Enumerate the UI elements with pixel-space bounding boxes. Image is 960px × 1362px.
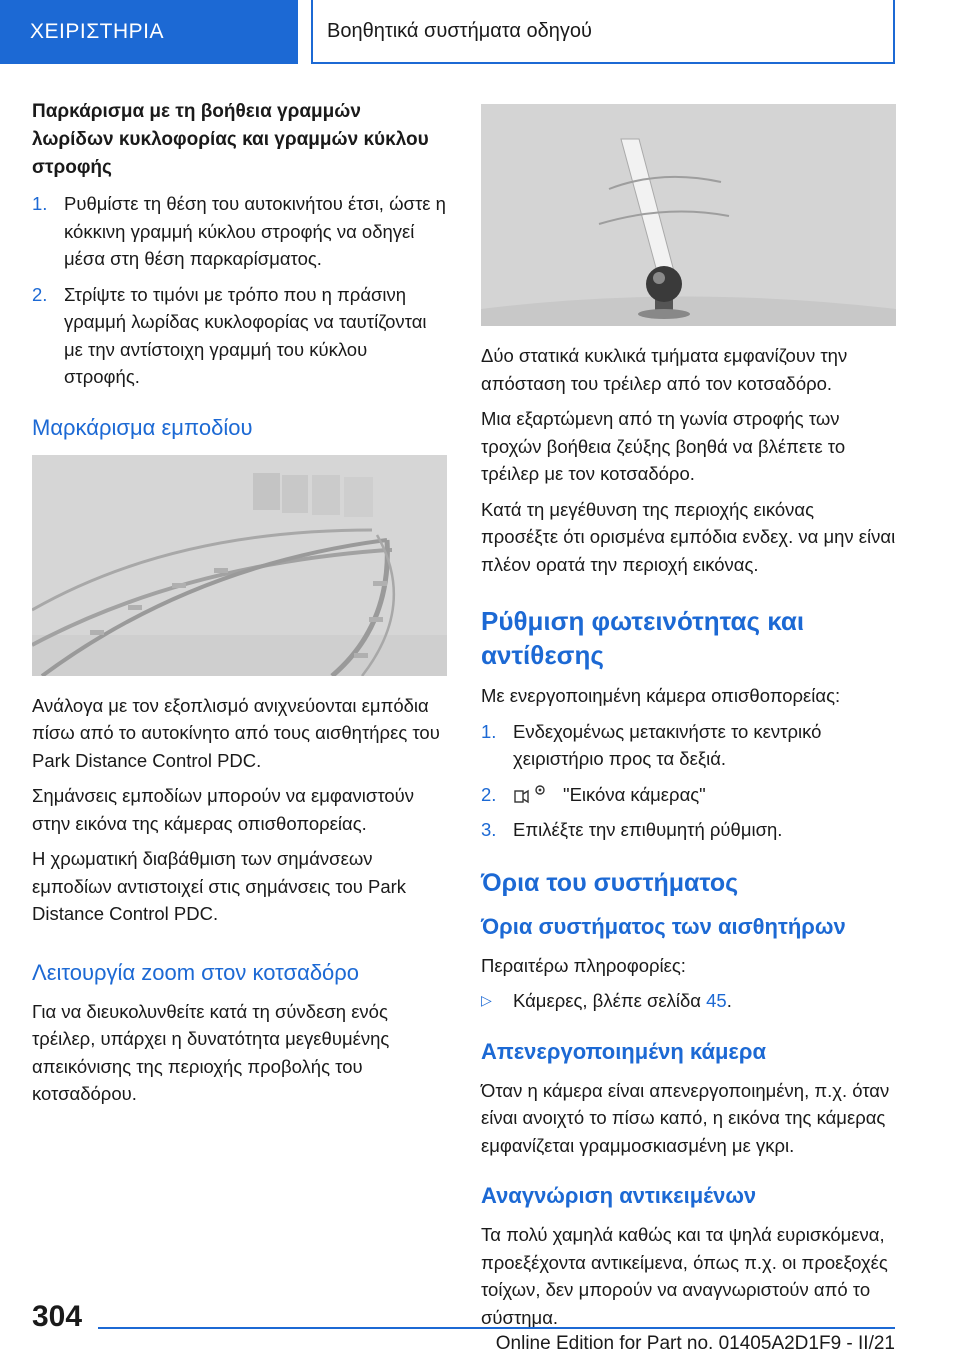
brightness-steps xyxy=(481,718,896,844)
step-content xyxy=(513,781,706,809)
left-column xyxy=(32,98,447,1116)
footer-edition: Online Edition for Part no. 01405A2D1F9 - II/21 xyxy=(495,1333,895,1354)
step-text: Στρίψτε το τιμόνι με τρόπο που η πράσινη γραμμή λωρίδας κυκλοφορίας να ταυτίζονται με την αντίστοιχη γραμμή του κύκλου στροφής. xyxy=(64,283,427,387)
parking-steps xyxy=(32,190,447,391)
bullet-text: Κάμερες, βλέπε σελίδα xyxy=(513,990,707,1011)
step-number: 1. xyxy=(481,720,497,742)
camera-settings-icon xyxy=(513,782,551,806)
bullet-end: . xyxy=(726,990,732,1011)
list-item xyxy=(481,718,896,773)
parking-lines-subheading: Παρκάρισμα με τη βοήθεια γραμμών λωρίδων κυκλοφορίας και γραμμών κύκλου στροφής xyxy=(32,101,429,178)
footer-divider xyxy=(98,1327,895,1329)
chapter-tab xyxy=(311,0,895,64)
obstacle-paragraph-2: Σημάνσεις εμποδίων μπορούν να εμφανιστούν στην εικόνα της κάμερας οπισθοπορείας. xyxy=(32,785,415,834)
brightness-heading: Ρύθμιση φωτεινότητας και αντίθεσης xyxy=(481,606,805,670)
object-detection-heading: Αναγνώριση αντικειμένων xyxy=(481,1183,757,1208)
hitch-zoom-illustration xyxy=(481,104,896,326)
zoom-heading: Λειτουργία zoom στον κοτσαδόρο xyxy=(32,959,360,985)
hitch-paragraph-1: Δύο στατικά κυκλικά τμήματα εμφανίζουν την απόσταση του τρέιλερ από τον κοτσαδόρο. xyxy=(481,345,848,394)
obstacle-paragraph-1: Ανάλογα με τον εξοπλισμό ανιχνεύονται εμπόδια πίσω από το αυτοκίνητο από τους αισθητήρες του Park Distance Control PDC. xyxy=(32,694,440,771)
section-tab xyxy=(0,0,298,64)
trailer-hitch-figure xyxy=(481,104,896,326)
zoom-paragraph: Για να διευκολυνθείτε κατά τη σύνδεση ενός τρέιλερ, υπάρχει η δυνατότητα μεγεθυμένης απεικόνισης της περιοχής προβολής του κοτσαδόρου. xyxy=(32,1000,390,1104)
step-text: "Εικόνα κάμερας" xyxy=(563,783,706,805)
list-item xyxy=(32,281,447,391)
brightness-intro: Με ενεργοποιημένη κάμερα οπισθοπορείας: xyxy=(481,685,841,706)
disabled-camera-paragraph: Όταν η κάμερα είναι απενεργοποιημένη, π.χ. όταν είναι ανοιχτό το πίσω καπό, η εικόνα της κάμερας εμφανίζεται γραμμοσκιασμένη με γκρι. xyxy=(481,1079,890,1156)
system-limits-heading: Όρια του συστήματος xyxy=(481,868,739,897)
page-reference-link[interactable]: 45 xyxy=(706,990,727,1011)
object-detection-paragraph: Τα πολύ χαμηλά καθώς και τα ψηλά ευρισκόμενα, προεξέχοντα αντικείμενα, όπως π.χ. οι προεξοχές τοίχων, δεν μπορούν να αναγνωριστούν από το σύστημα. xyxy=(481,1224,888,1328)
section-title: ΧΕΙΡΙΣΤΗΡΙΑ xyxy=(30,20,165,43)
list-item xyxy=(481,987,896,1015)
list-item xyxy=(481,781,896,809)
list-item xyxy=(32,190,447,273)
step-text: Επιλέξτε την επιθυμητή ρύθμιση. xyxy=(513,819,783,840)
chapter-title: Βοηθητικά συστήματα οδηγού xyxy=(327,19,592,42)
obstacle-paragraph-3: Η χρωματική διαβάθμιση των σημάνσεων εμποδίων αντιστοιχεί στις σημάνσεις του Park Distance Control PDC. xyxy=(32,848,407,924)
obstacle-marking-heading: Μαρκάρισμα εμποδίου xyxy=(32,414,253,440)
page-number: 304 xyxy=(32,1300,83,1333)
bullet-content xyxy=(513,987,732,1015)
sensor-limits-heading: Όρια συστήματος των αισθητήρων xyxy=(481,913,846,939)
triangle-bullet-icon: ▷ xyxy=(481,992,492,1008)
camera-view-illustration xyxy=(32,455,447,676)
list-item xyxy=(481,816,896,844)
step-number: 2. xyxy=(481,783,497,805)
more-info-label: Περαιτέρω πληροφορίες: xyxy=(481,954,686,976)
obstacle-marking-figure xyxy=(32,455,447,676)
step-number: 1. xyxy=(32,193,48,214)
step-number: 2. xyxy=(32,283,48,305)
hitch-paragraph-2: Μια εξαρτώμενη από τη γωνία στροφής των τροχών βοήθεια ζεύξης βοηθά να βλέπετε το τρέιλερ με τον κοτσαδόρο. xyxy=(481,408,846,484)
step-text: Ενδεχομένως μετακινήστε το κεντρικό χειριστήριο προς τα δεξιά. xyxy=(513,720,822,769)
hitch-paragraph-3: Κατά τη μεγέθυνση της περιοχής εικόνας προσέξτε ότι ορισμένα εμπόδια ενδεχ. να μην είναι πλέον ορατά την περιοχή εικόνας. xyxy=(481,498,896,575)
disabled-camera-heading: Απενεργοποιημένη κάμερα xyxy=(481,1038,767,1064)
step-number: 3. xyxy=(481,819,497,840)
step-text: Ρυθμίστε τη θέση του αυτοκινήτου έτσι, ώστε η κόκκινη γραμμή κύκλου στροφής να οδηγεί μέσα στη θέση παρκαρίσματος. xyxy=(64,193,446,269)
right-column xyxy=(481,104,896,1339)
